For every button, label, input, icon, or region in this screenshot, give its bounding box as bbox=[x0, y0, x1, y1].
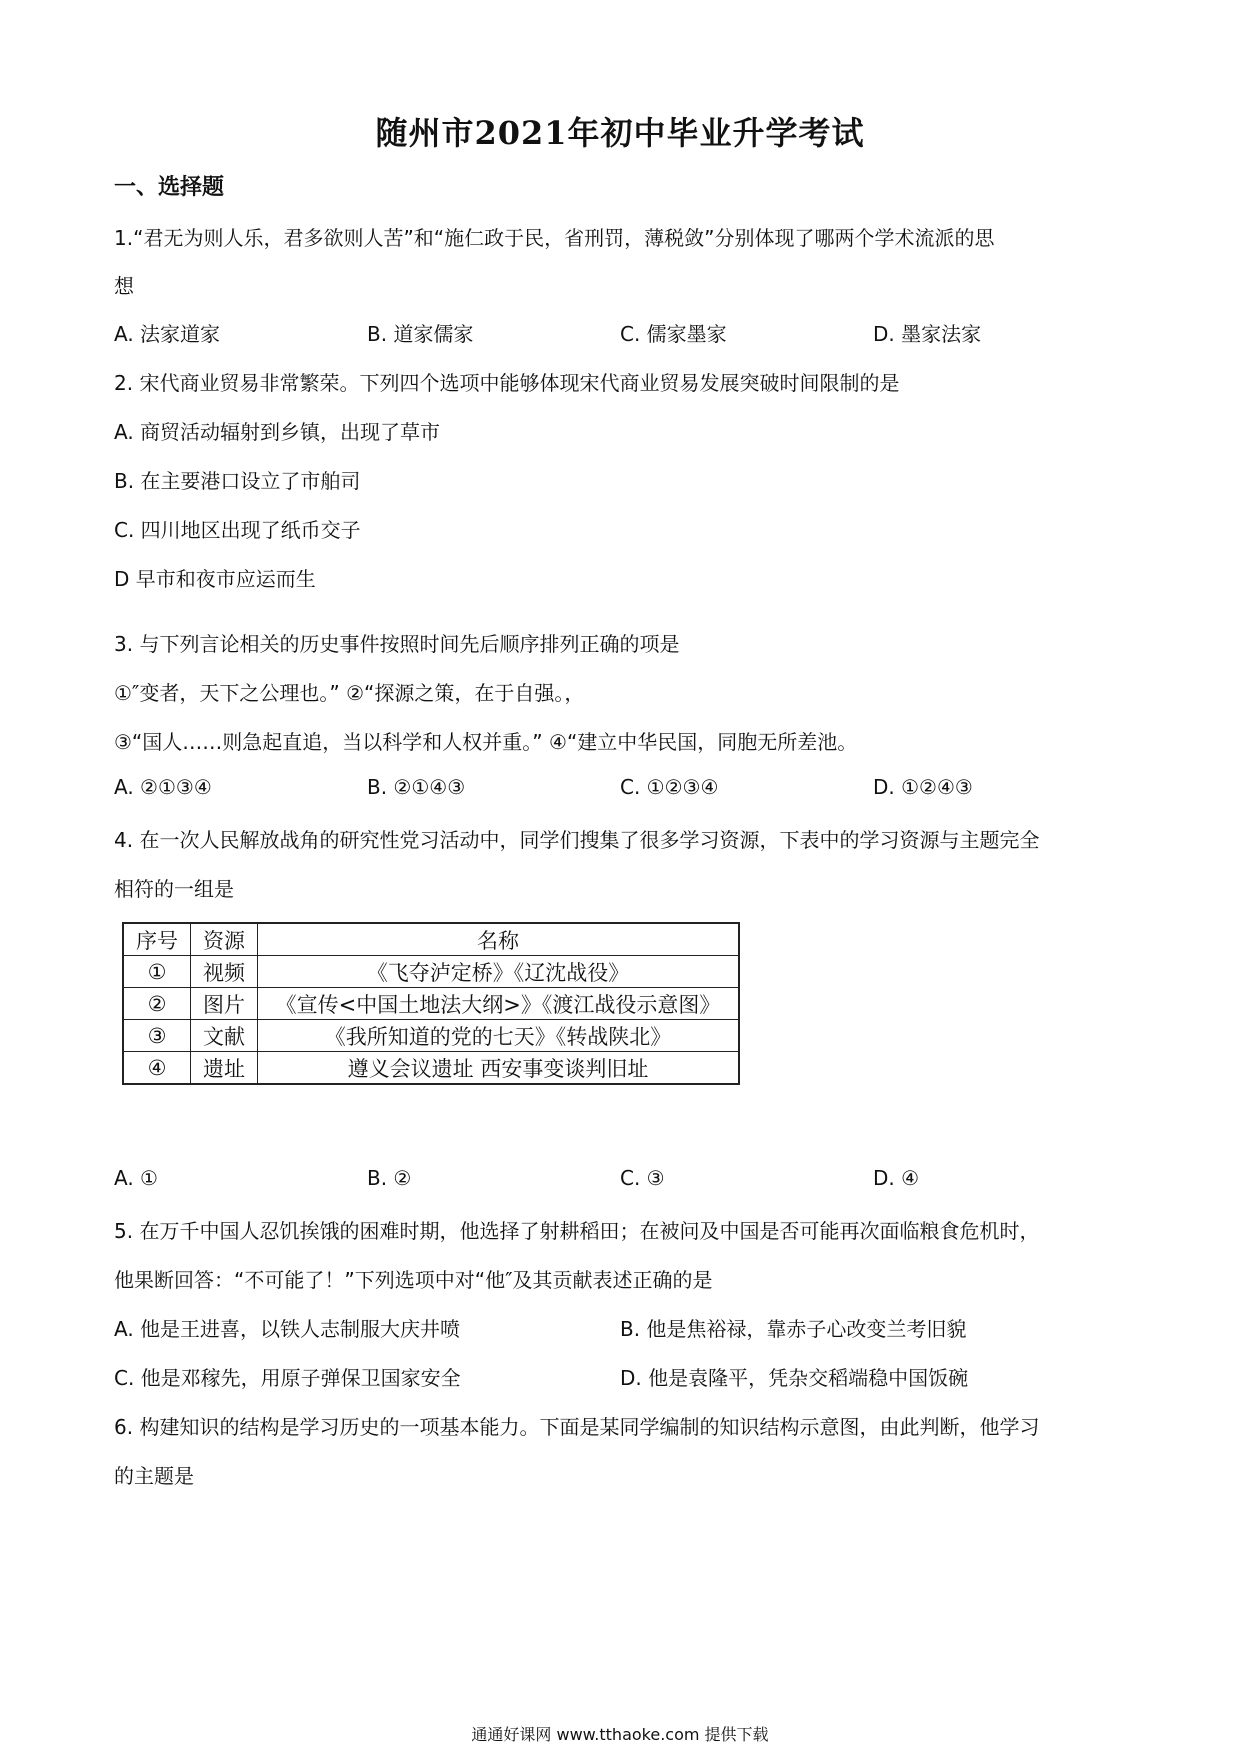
q5-option-d: D. 他是袁隆平，凭杂交稻端稳中国饭碗 bbox=[620, 1366, 969, 1390]
q1-option-c: C. 儒家墨家 bbox=[620, 322, 727, 346]
table-cell: 《宣传<中国土地法大纲>》《渡江战役示意图》 bbox=[258, 988, 740, 1020]
q6-stem-line1: 6. 构建知识的结构是学习历史的一项基本能力。下面是某同学编制的知识结构示意图，由此判断，他学习 bbox=[114, 1415, 1040, 1439]
q2-option-c: C. 四川地区出现了纸币交子 bbox=[114, 518, 361, 542]
q2-option-b: B. 在主要港口设立了市舶司 bbox=[114, 469, 361, 493]
table-cell: 《飞夺泸定桥》《辽沈战役》 bbox=[258, 956, 740, 988]
q4-option-a: A. ① bbox=[114, 1166, 158, 1190]
q3-option-a: A. ②①③④ bbox=[114, 775, 212, 799]
q3-quote-line2: ③“国人……则急起直追，当以科学和人权并重。” ④“建立中华民国，同胞无所差池。 bbox=[114, 730, 858, 754]
q1-stem-line1: 1.“君无为则人乐，君多欲则人苦”和“施仁政于民，省刑罚，薄税敛”分别体现了哪两个学术流派的思 bbox=[114, 226, 995, 250]
q4-stem-line1: 4. 在一次人民解放战角的研究性党习活动中，同学们搜集了很多学习资源，下表中的学习资源与主题完全 bbox=[114, 828, 1040, 852]
q5-option-b: B. 他是焦裕禄，靠赤子心改变兰考旧貌 bbox=[620, 1317, 967, 1341]
q4-stem-line2: 相符的一组是 bbox=[114, 877, 234, 901]
table-row bbox=[123, 1020, 739, 1052]
table-cell: 《我所知道的党的七天》《转战陕北》 bbox=[258, 1020, 740, 1052]
page-footer: 通通好课网 www.tthaoke.com 提供下载 bbox=[471, 1725, 769, 1744]
q1-option-d: D. 墨家法家 bbox=[873, 322, 982, 346]
q4-option-b: B. ② bbox=[367, 1166, 412, 1190]
q3-stem: 3. 与下列言论相关的历史事件按照时间先后顺序排列正确的项是 bbox=[114, 632, 680, 656]
section-heading: 一、选择题 bbox=[114, 175, 225, 200]
q3-option-d: D. ①②④③ bbox=[873, 775, 973, 799]
q1-option-b: B. 道家儒家 bbox=[367, 322, 474, 346]
table-cell: ② bbox=[123, 988, 191, 1020]
table-cell: 遗址 bbox=[191, 1052, 258, 1085]
table-cell: 图片 bbox=[191, 988, 258, 1020]
q6-stem-line2: 的主题是 bbox=[114, 1464, 194, 1488]
q3-option-c: C. ①②③④ bbox=[620, 775, 719, 799]
table-cell: 视频 bbox=[191, 956, 258, 988]
table-cell: 遵义会议遗址 西安事变谈判旧址 bbox=[258, 1052, 740, 1085]
table-header-row bbox=[123, 923, 739, 956]
table-cell: 文献 bbox=[191, 1020, 258, 1052]
table-cell: ④ bbox=[123, 1052, 191, 1085]
page-title: 随州市2021年初中毕业升学考试 bbox=[375, 114, 865, 152]
q1-option-a: A. 法家道家 bbox=[114, 322, 221, 346]
table-header-cell: 序号 bbox=[123, 923, 191, 956]
q2-stem: 2. 宋代商业贸易非常繁荣。下列四个选项中能够体现宋代商业贸易发展突破时间限制的是 bbox=[114, 371, 900, 395]
table-header-cell: 名称 bbox=[258, 923, 740, 956]
q4-option-d: D. ④ bbox=[873, 1166, 920, 1190]
q1-stem-line2: 想 bbox=[114, 274, 134, 298]
q5-stem-line1: 5. 在万千中国人忍饥挨饿的困难时期，他选择了射耕稻田；在被问及中国是否可能再次面临粮食危机时， bbox=[114, 1219, 1040, 1243]
table-row bbox=[123, 956, 739, 988]
q4-option-c: C. ③ bbox=[620, 1166, 665, 1190]
q5-stem-line2: 他果断回答：“不可能了！”下列选项中对“他″及其贡献表述正确的是 bbox=[114, 1268, 713, 1292]
q2-option-a: A. 商贸活动辐射到乡镇，出现了草市 bbox=[114, 420, 441, 444]
table-row bbox=[123, 1052, 739, 1085]
table-cell: ① bbox=[123, 956, 191, 988]
table-header-cell: 资源 bbox=[191, 923, 258, 956]
q3-quote-line1: ①″变者，天下之公理也。” ②“探源之策，在于自强。， bbox=[114, 681, 585, 705]
q3-option-b: B. ②①④③ bbox=[367, 775, 466, 799]
q5-option-a: A. 他是王进喜，以铁人志制服大庆井喷 bbox=[114, 1317, 461, 1341]
table-row bbox=[123, 988, 739, 1020]
table-cell: ③ bbox=[123, 1020, 191, 1052]
resource-table bbox=[122, 922, 740, 1085]
q5-option-c: C. 他是邓稼先，用原子弹保卫国家安全 bbox=[114, 1366, 461, 1390]
q2-option-d: D 早市和夜市应运而生 bbox=[114, 567, 316, 591]
